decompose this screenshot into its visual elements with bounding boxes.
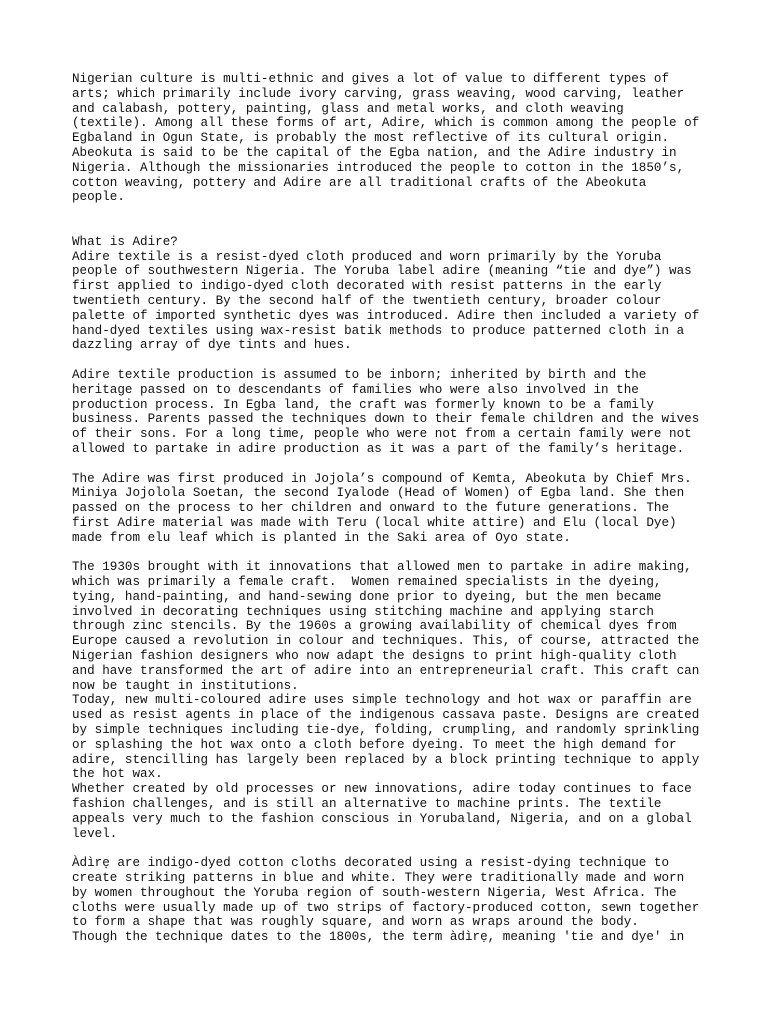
intro-paragraph [72, 72, 732, 205]
document-page [72, 72, 732, 945]
text-line: first applied to indigo-dyed cloth decorated with resist patterns in the early [72, 279, 662, 294]
text-line: people of southwestern Nigeria. The Yoruba label adire (meaning “tie and dye”) was [72, 264, 692, 279]
text-line: people. [72, 190, 125, 205]
text-line: and have transformed the art of adire into an entrepreneurial craft. This craft can [72, 663, 700, 678]
text-line: arts; which primarily include ivory carving, grass weaving, wood carving, leather [72, 86, 685, 101]
text-line: Adire textile is a resist-dyed cloth produced and worn primarily by the Yoruba [72, 249, 662, 264]
text-line: Egbaland in Ogun State, is probably the most reflective of its cultural origin. [72, 131, 670, 146]
text-line: Àdìrẹ are indigo-dyed cotton cloths decorated using a resist-dying technique to [72, 856, 670, 871]
text-line: adire, stencilling has largely been replaced by a block printing technique to apply [72, 752, 700, 767]
text-line: palette of imported synthetic dyes was introduced. Adire then included a variety of [72, 308, 700, 323]
production-paragraph [72, 368, 732, 457]
text-line: Though the technique dates to the 1800s, the term àdìrẹ, meaning 'tie and dye' in [72, 930, 685, 945]
text-line: Nigerian culture is multi-ethnic and gives a lot of value to different types of [72, 72, 670, 86]
text-line: The Adire was first produced in Jojola’s compound of Kemta, Abeokuta by Chief Mrs. [72, 471, 692, 486]
text-line: (textile). Among all these forms of art, Adire, which is common among the people of [72, 116, 700, 131]
text-line: involved in decorating techniques using stitching machine and applying starch [72, 604, 654, 619]
text-line: Nigerian fashion designers who now adapt the designs to print high-quality cloth [72, 649, 677, 664]
what-is-adire-paragraph [72, 235, 732, 353]
text-line: business. Parents passed the techniques down to their female children and the wives [72, 412, 700, 427]
text-line: cloths were usually made up of two strips of factory-produced cotton, sewn together [72, 900, 700, 915]
text-line: tying, hand-painting, and hand-sewing done prior to dyeing, but the men became [72, 589, 662, 604]
text-line: cotton weaving, pottery and Adire are all traditional crafts of the Abeokuta [72, 175, 647, 190]
text-line: to form a shape that was roughly square, and worn as wraps around the body. [72, 915, 639, 930]
text-line: Nigeria. Although the missionaries introduced the people to cotton in the 1850’s, [72, 160, 685, 175]
spacer [72, 546, 732, 561]
text-line: by simple techniques including tie-dye, folding, crumpling, and randomly sprinkling [72, 723, 700, 738]
text-line: used as resist agents in place of the indigenous cassava paste. Designs are created [72, 708, 700, 723]
text-line: or splashing the hot wax onto a cloth before dyeing. To meet the high demand for [72, 737, 677, 752]
text-line: Europe caused a revolution in colour and techniques. This, of course, attracted the [72, 634, 700, 649]
text-line: passed on the process to her children and onward to the future generations. The [72, 501, 670, 516]
text-line: production process. In Egba land, the craft was formerly known to be a family [72, 397, 654, 412]
text-line: Abeokuta is said to be the capital of the Egba nation, and the Adire industry in [72, 145, 677, 160]
text-line: the hot wax. [72, 767, 163, 782]
text-line: and calabash, pottery, painting, glass and metal works, and cloth weaving [72, 101, 624, 116]
spacer [72, 353, 732, 368]
spacer [72, 205, 732, 235]
origin-paragraph [72, 472, 732, 546]
innovations-paragraph [72, 560, 732, 841]
spacer [72, 841, 732, 856]
text-line: appeals very much to the fashion conscious in Yorubaland, Nigeria, and on a global [72, 811, 692, 826]
text-line: allowed to partake in adire production as it was a part of the family’s heritage. [72, 441, 685, 456]
text-line: by women throughout the Yoruba region of south-western Nigeria, West Africa. The [72, 885, 677, 900]
text-line: level. [72, 826, 118, 841]
text-line: dazzling array of dye tints and hues. [72, 338, 352, 353]
text-line: Whether created by old processes or new innovations, adire today continues to face [72, 782, 692, 797]
text-line: Today, new multi-coloured adire uses simple technology and hot wax or paraffin are [72, 693, 692, 708]
section-heading: What is Adire? [72, 234, 178, 249]
text-line: first Adire material was made with Teru (local white attire) and Elu (local Dye) [72, 515, 677, 530]
text-line: twentieth century. By the second half of the twentieth century, broader colour [72, 293, 662, 308]
spacer [72, 457, 732, 472]
text-line: made from elu leaf which is planted in the Saki area of Oyo state. [72, 530, 571, 545]
text-line: now be taught in institutions. [72, 678, 299, 693]
text-line: Adire textile production is assumed to be inborn; inherited by birth and the [72, 367, 647, 382]
text-line: Miniya Jojolola Soetan, the second Iyalode (Head of Women) of Egba land. She then [72, 486, 685, 501]
text-line: The 1930s brought with it innovations that allowed men to partake in adire making, [72, 560, 692, 575]
text-line: hand-dyed textiles using wax-resist batik methods to produce patterned cloth in a [72, 323, 685, 338]
text-line: create striking patterns in blue and white. They were traditionally made and worn [72, 871, 685, 886]
text-line: through zinc stencils. By the 1960s a growing availability of chemical dyes from [72, 619, 677, 634]
text-line: fashion challenges, and is still an alternative to machine prints. The textile [72, 797, 662, 812]
text-line: which was primarily a female craft. Women remained specialists in the dyeing, [72, 575, 662, 590]
text-line: heritage passed on to descendants of families who were also involved in the [72, 382, 639, 397]
text-line: of their sons. For a long time, people who were not from a certain family were not [72, 427, 692, 442]
adire-cloths-paragraph [72, 856, 732, 945]
